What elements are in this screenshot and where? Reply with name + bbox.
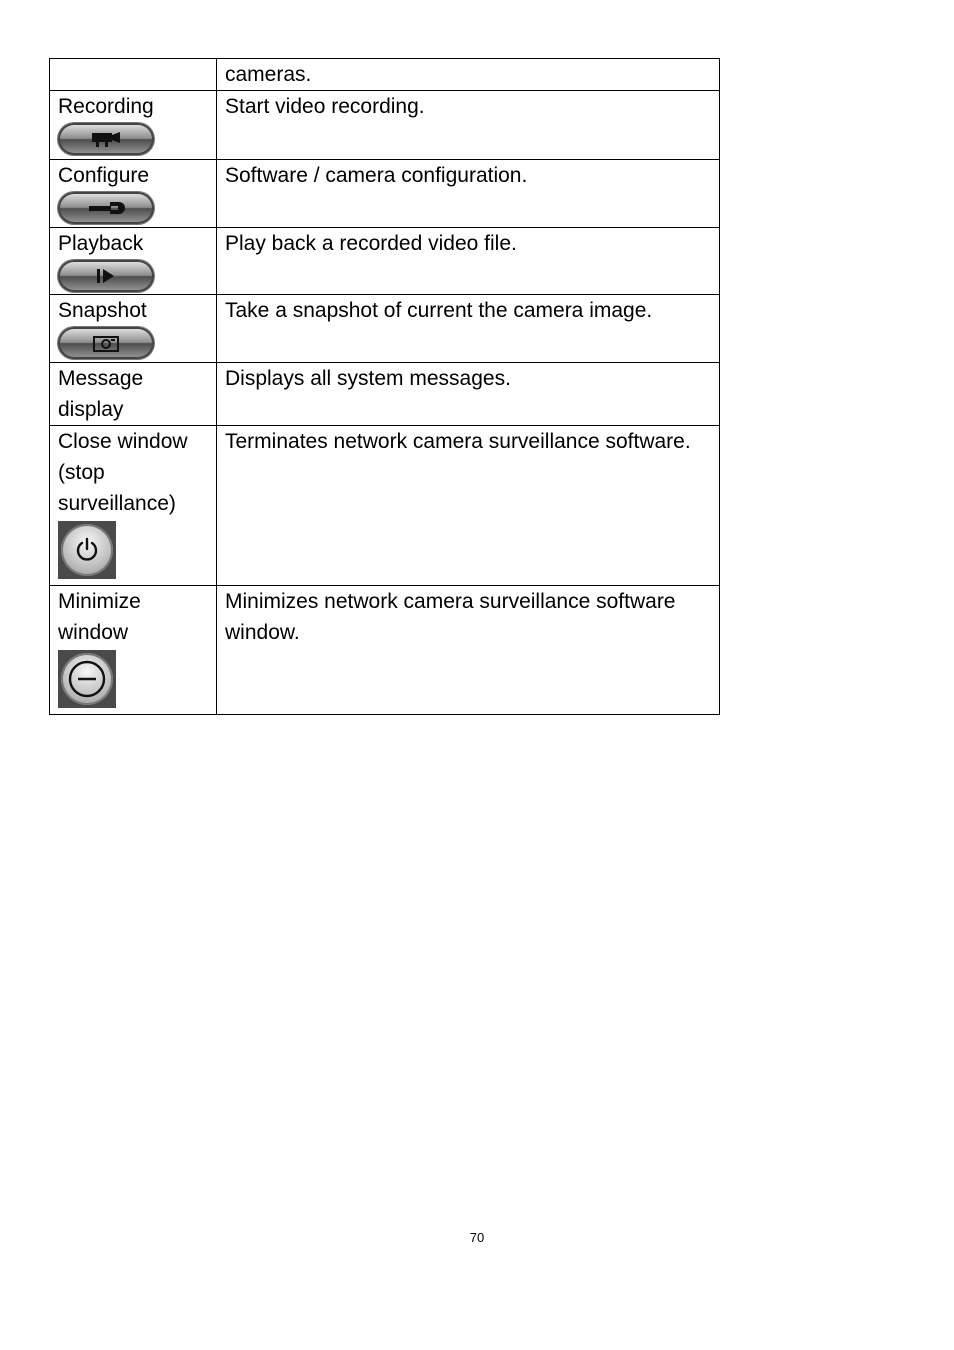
row-description-cell [217,228,720,295]
recording-button [58,123,154,155]
row-description: Terminates network camera surveillance software. [225,430,691,453]
row-description-cell [217,586,720,715]
row-label-cell [50,363,217,426]
row-label: Recording [58,95,154,118]
row-label-cell [50,160,217,228]
table-row [50,160,720,228]
row-description-cell [217,295,720,363]
row-label-cell [50,426,217,586]
table-row [50,426,720,586]
row-description-cell [217,363,720,426]
wrench-icon [86,200,126,216]
row-description: Play back a recorded video file. [225,232,517,255]
snapshot-button [58,327,154,359]
button-reference-table [49,58,720,715]
row-description: Displays all system messages. [225,367,511,390]
row-description: Minimizes network camera surveillance software window. [225,590,676,644]
play-icon [95,267,117,285]
playback-button [58,260,154,292]
configure-button [58,192,154,224]
camera-icon [91,333,121,353]
row-label: Configure [58,164,150,187]
table-row [50,363,720,426]
row-label: Message display [58,367,144,421]
table-row [50,586,720,715]
row-description-cell [217,59,720,91]
row-label: Minimize window [58,590,141,644]
row-description-cell [217,426,720,586]
row-label: Playback [58,232,144,255]
table-row [50,59,720,91]
row-label: Close window (stop surveillance) [58,430,188,515]
power-icon [73,536,101,564]
row-description: cameras. [225,63,312,86]
page-number: 70 [469,1230,485,1245]
row-label-cell [50,228,217,295]
row-description: Start video recording. [225,95,425,118]
row-label-cell [50,91,217,160]
video-camera-icon [88,130,124,148]
row-label-cell [50,295,217,363]
minus-icon [67,659,107,699]
row-description-cell [217,91,720,160]
row-label-cell [50,586,217,715]
row-description-cell [217,160,720,228]
table-row [50,91,720,160]
row-label-cell [50,59,217,91]
minimize-window-button [58,650,116,708]
close-window-button [58,521,116,579]
table-row [50,295,720,363]
row-description: Take a snapshot of current the camera image. [225,299,653,322]
table-row [50,228,720,295]
row-description: Software / camera configuration. [225,164,528,187]
row-label: Snapshot [58,299,147,322]
